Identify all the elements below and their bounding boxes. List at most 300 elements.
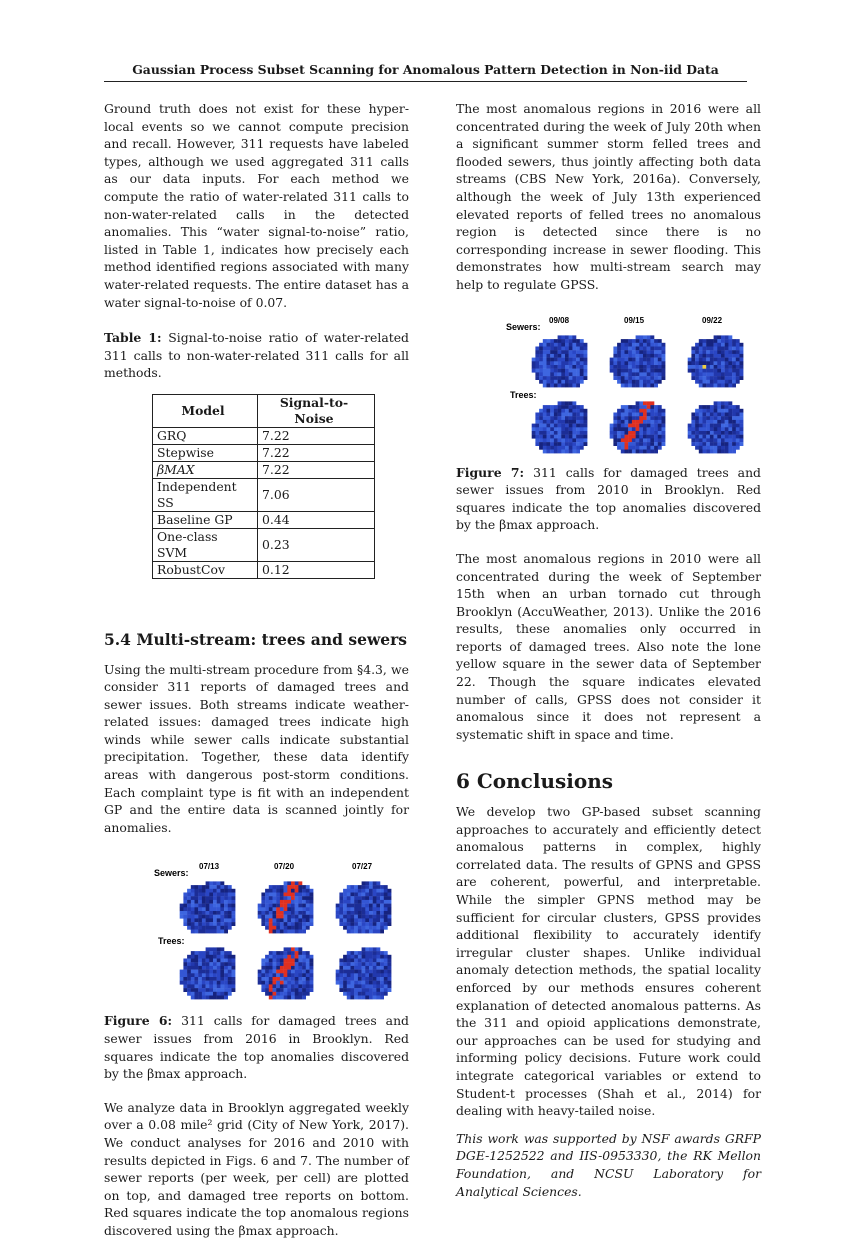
map-cell: [728, 342, 732, 346]
map-cell: [269, 996, 273, 1000]
map-cell: [380, 992, 384, 996]
map-cell: [384, 963, 388, 967]
map-cell: [572, 412, 576, 416]
map-cell: [365, 952, 369, 956]
map-cell: [339, 989, 343, 993]
map-cell: [291, 930, 295, 934]
map-cell: [725, 449, 729, 453]
map-cell: [365, 908, 369, 912]
map-cell: [535, 376, 539, 380]
map-cell: [539, 445, 543, 449]
map-cell: [195, 923, 199, 927]
map-cell: [269, 985, 273, 989]
map-cell: [632, 449, 636, 453]
map-cell: [650, 379, 654, 383]
map-cell: [647, 431, 651, 435]
map-cell: [265, 966, 269, 970]
map-cell: [650, 423, 654, 427]
map-cell: [580, 372, 584, 376]
map-cell: [565, 372, 569, 376]
map-cell: [643, 416, 647, 420]
map-cell: [706, 405, 710, 409]
map-cell: [625, 431, 629, 435]
map-cell: [284, 900, 288, 904]
map-cell: [550, 445, 554, 449]
map-cell: [369, 966, 373, 970]
map-cell: [339, 963, 343, 967]
map-cell: [351, 970, 355, 974]
map-cell: [280, 952, 284, 956]
map-cell: [369, 992, 373, 996]
map-cell: [339, 897, 343, 901]
map-cell: [195, 966, 199, 970]
map-cell: [206, 959, 210, 963]
map-cell: [710, 419, 714, 423]
map-cell: [632, 434, 636, 438]
map-cell: [373, 886, 377, 890]
map-cell: [728, 346, 732, 350]
map-cell: [565, 431, 569, 435]
map-cell: [643, 449, 647, 453]
map-cell: [714, 401, 718, 405]
map-cell: [569, 408, 573, 412]
map-cell: [695, 431, 699, 435]
map-cell: [572, 408, 576, 412]
map-cell: [740, 376, 744, 380]
map-cell: [643, 376, 647, 380]
map-cell: [554, 427, 558, 431]
map-cell: [725, 442, 729, 446]
map-cell: [198, 970, 202, 974]
map-cell: [284, 948, 288, 952]
map-cell: [261, 963, 265, 967]
map-cell: [273, 952, 277, 956]
map-cell: [621, 372, 625, 376]
map-cell: [388, 977, 392, 981]
map-cell: [358, 930, 362, 934]
map-cell: [310, 904, 314, 908]
map-cell: [306, 992, 310, 996]
left-column: [104, 100, 409, 1240]
map-cell: [213, 948, 217, 952]
map-cell: [535, 365, 539, 369]
map-cell: [202, 893, 206, 897]
map-cell: [699, 372, 703, 376]
map-cell: [617, 376, 621, 380]
map-cell: [291, 900, 295, 904]
map-cell: [654, 361, 658, 365]
map-cell: [198, 930, 202, 934]
map-cell: [632, 419, 636, 423]
map-cell: [362, 981, 366, 985]
map-cell: [228, 981, 232, 985]
map-cell: [265, 992, 269, 996]
map-cell: [273, 889, 277, 893]
map-cell: [373, 893, 377, 897]
map-cell: [369, 952, 373, 956]
map-cell: [736, 342, 740, 346]
map-cell: [295, 889, 299, 893]
map-cell: [287, 886, 291, 890]
map-cell: [621, 442, 625, 446]
map-cell: [232, 893, 236, 897]
map-cell: [306, 893, 310, 897]
map-cell: [569, 350, 573, 354]
map-cell: [228, 985, 232, 989]
map-cell: [358, 992, 362, 996]
map-cell: [369, 977, 373, 981]
map-cell: [369, 886, 373, 890]
map-cell: [554, 339, 558, 343]
map-cell: [643, 401, 647, 405]
map-cell: [365, 977, 369, 981]
map-cell: [710, 379, 714, 383]
map-cell: [347, 992, 351, 996]
map-cell: [543, 376, 547, 380]
map-cell: [636, 368, 640, 372]
map-cell: [706, 376, 710, 380]
map-cell: [362, 897, 366, 901]
map-cell: [198, 977, 202, 981]
map-cell: [710, 412, 714, 416]
map-cell: [554, 342, 558, 346]
map-cell: [639, 405, 643, 409]
map-cell: [276, 886, 280, 890]
map-cell: [580, 438, 584, 442]
map-cell: [284, 970, 288, 974]
map-cell: [213, 966, 217, 970]
map-cell: [202, 981, 206, 985]
map-cell: [354, 996, 358, 1000]
map-cell: [224, 930, 228, 934]
map-cell: [232, 915, 236, 919]
map-cell: [740, 442, 744, 446]
map-cell: [539, 427, 543, 431]
map-cell: [306, 974, 310, 978]
map-cell: [621, 423, 625, 427]
map-cell: [736, 412, 740, 416]
map-cell: [636, 427, 640, 431]
map-cell: [273, 926, 277, 930]
map-cell: [710, 368, 714, 372]
map-cell: [576, 379, 580, 383]
map-cell: [195, 974, 199, 978]
map-cell: [213, 926, 217, 930]
map-cell: [298, 919, 302, 923]
map-cell: [576, 361, 580, 365]
map-cell: [258, 977, 262, 981]
map-cell: [343, 904, 347, 908]
map-cell: [550, 412, 554, 416]
map-cell: [710, 342, 714, 346]
map-cell: [202, 889, 206, 893]
map-cell: [362, 977, 366, 981]
map-cell: [351, 893, 355, 897]
map-cell: [550, 365, 554, 369]
map-cell: [654, 445, 658, 449]
map-cell: [302, 955, 306, 959]
map-cell: [258, 915, 262, 919]
map-cell: [561, 405, 565, 409]
map-cell: [209, 970, 213, 974]
map-cell: [714, 376, 718, 380]
map-cell: [539, 442, 543, 446]
map-cell: [280, 974, 284, 978]
map-cell: [202, 989, 206, 993]
map-cell: [543, 379, 547, 383]
map-cell: [365, 919, 369, 923]
map-cell: [358, 996, 362, 1000]
map-cell: [224, 974, 228, 978]
map-cell: [717, 408, 721, 412]
map-cell: [232, 989, 236, 993]
map-cell: [650, 438, 654, 442]
map-cell: [380, 911, 384, 915]
map-cell: [384, 897, 388, 901]
map-cell: [532, 357, 536, 361]
map-cell: [728, 379, 732, 383]
map-cell: [291, 985, 295, 989]
map-cell: [269, 992, 273, 996]
map-cell: [209, 952, 213, 956]
map-cell: [717, 412, 721, 416]
map-cell: [380, 923, 384, 927]
map-cell: [224, 966, 228, 970]
map-cell: [202, 955, 206, 959]
map-cell: [191, 959, 195, 963]
map-cell: [362, 915, 366, 919]
map-cell: [728, 350, 732, 354]
map-cell: [388, 981, 392, 985]
map-cell: [295, 977, 299, 981]
map-cell: [306, 985, 310, 989]
map-cell: [561, 431, 565, 435]
map-cell: [547, 408, 551, 412]
map-cell: [580, 419, 584, 423]
map-cell: [310, 974, 314, 978]
map-cell: [265, 908, 269, 912]
map-cell: [699, 383, 703, 387]
map-cell: [224, 915, 228, 919]
map-cell: [617, 445, 621, 449]
map-cell: [650, 408, 654, 412]
map-cell: [265, 915, 269, 919]
map-cell: [703, 376, 707, 380]
map-cell: [625, 438, 629, 442]
map-cell: [565, 438, 569, 442]
map-cell: [717, 368, 721, 372]
map-cell: [580, 346, 584, 350]
map-cell: [565, 335, 569, 339]
map-cell: [376, 948, 380, 952]
map-cell: [206, 955, 210, 959]
map-cell: [291, 989, 295, 993]
map-cell: [187, 989, 191, 993]
map-cell: [217, 926, 221, 930]
map-cell: [284, 923, 288, 927]
map-cell: [617, 368, 621, 372]
map-cell: [265, 963, 269, 967]
map-cell: [728, 449, 732, 453]
map-cell: [261, 985, 265, 989]
map-cell: [728, 442, 732, 446]
map-cell: [351, 974, 355, 978]
map-cell: [535, 427, 539, 431]
map-cell: [584, 412, 588, 416]
map-cell: [740, 342, 744, 346]
map-cell: [550, 423, 554, 427]
map-cell: [358, 904, 362, 908]
map-cell: [228, 977, 232, 981]
map-cell: [291, 911, 295, 915]
map-cell: [621, 412, 625, 416]
map-cell: [647, 365, 651, 369]
map-cell: [269, 977, 273, 981]
map-cell: [569, 365, 573, 369]
map-cell: [617, 438, 621, 442]
table-row: Stepwise 7.22: [153, 444, 375, 461]
map-cell: [650, 431, 654, 435]
map-cell: [706, 368, 710, 372]
map-cell: [654, 427, 658, 431]
map-cell: [369, 989, 373, 993]
map-cell: [717, 445, 721, 449]
map-cell: [699, 350, 703, 354]
map-cell: [658, 357, 662, 361]
map-cell: [576, 357, 580, 361]
map-cell: [636, 408, 640, 412]
paragraph-2010-anomalies: The most anomalous regions in 2010 were all concentrated during the week of September 15th when an urban tornado cut through Brooklyn (AccuWeather, 2013). Unlike the 2016 results, these anomalies only occurred in reports of damaged trees. Also note the lone yellow square in the sewer data of September 22. Though the square indicates elevated number of calls, GPSS does not consider it anomalous since it does not represent a systematic shift in space and time.: [456, 550, 761, 742]
map-cell: [202, 977, 206, 981]
map-cell: [351, 926, 355, 930]
map-cell: [191, 893, 195, 897]
map-cell: [273, 970, 277, 974]
map-cell: [191, 992, 195, 996]
running-header: Gaussian Process Subset Scanning for Anomalous Pattern Detection in Non-iid Data: [104, 62, 747, 82]
map-cell: [725, 342, 729, 346]
map-cell: [376, 989, 380, 993]
map-cell: [654, 346, 658, 350]
map-cell: [695, 346, 699, 350]
map-cell: [354, 923, 358, 927]
map-cell: [576, 427, 580, 431]
map-cell: [580, 357, 584, 361]
map-cell: [187, 911, 191, 915]
map-cell: [362, 886, 366, 890]
map-cell: [561, 353, 565, 357]
map-cell: [639, 350, 643, 354]
map-cell: [276, 981, 280, 985]
map-cell: [643, 365, 647, 369]
map-cell: [280, 886, 284, 890]
map-cell: [706, 339, 710, 343]
map-cell: [224, 981, 228, 985]
map-cell: [558, 335, 562, 339]
map-cell: [584, 357, 588, 361]
map-cell: [261, 897, 265, 901]
date-label: 07/20: [274, 862, 295, 872]
map-cell: [198, 963, 202, 967]
map-cell: [721, 427, 725, 431]
map-cell: [610, 368, 614, 372]
map-cell: [632, 416, 636, 420]
map-cell: [706, 434, 710, 438]
map-cell: [287, 926, 291, 930]
map-cell: [654, 383, 658, 387]
map-cell: [714, 365, 718, 369]
map-cell: [291, 893, 295, 897]
map-cell: [232, 985, 236, 989]
map-cell: [728, 431, 732, 435]
map-cell: [717, 372, 721, 376]
map-cell: [725, 346, 729, 350]
map-cell: [695, 427, 699, 431]
map-cell: [220, 882, 224, 886]
map-cell: [636, 445, 640, 449]
map-cell: [625, 342, 629, 346]
map-cell: [703, 405, 707, 409]
map-cell: [358, 970, 362, 974]
map-cell: [287, 923, 291, 927]
map-cell: [291, 926, 295, 930]
map-cell: [354, 989, 358, 993]
map-cell: [543, 342, 547, 346]
map-cell: [572, 401, 576, 405]
map-cell: [306, 966, 310, 970]
map-cell: [287, 955, 291, 959]
map-cell: [310, 889, 314, 893]
date-label: 09/22: [702, 315, 723, 325]
map-cell: [209, 889, 213, 893]
map-cell: [183, 904, 187, 908]
map-cell: [217, 955, 221, 959]
map-cell: [572, 365, 576, 369]
map-cell: [558, 431, 562, 435]
paragraph-brooklyn-data: We analyze data in Brooklyn aggregated weekly over a 0.08 mile² grid (City of New York, 2017). We conduct analyses for 2016 and 2010 with results depicted in Figs. 6 and 7. The number of sewer reports (per week, per cell) are plotted on top, and damaged tree reports on bottom. Red squares indicate the top anomalous regions discovered using the βmax approach.: [104, 1099, 409, 1238]
map-cell: [710, 423, 714, 427]
row-label-sewers: Sewers:: [154, 868, 189, 879]
map-cell: [632, 361, 636, 365]
map-cell: [714, 335, 718, 339]
map-cell: [580, 342, 584, 346]
map-cell: [280, 963, 284, 967]
map-cell: [217, 893, 221, 897]
map-cell: [298, 970, 302, 974]
map-cell: [569, 434, 573, 438]
map-cell: [628, 434, 632, 438]
map-cell: [625, 346, 629, 350]
map-cell: [273, 992, 277, 996]
map-cell: [699, 431, 703, 435]
map-cell: [576, 342, 580, 346]
map-cell: [228, 919, 232, 923]
map-cell: [310, 985, 314, 989]
map-cell: [276, 996, 280, 1000]
map-cell: [287, 959, 291, 963]
map-cell: [347, 977, 351, 981]
map-cell: [621, 350, 625, 354]
map-cell: [269, 981, 273, 985]
map-cell: [721, 438, 725, 442]
map-cell: [261, 923, 265, 927]
map-cell: [280, 992, 284, 996]
map-cell: [273, 908, 277, 912]
map-cell: [258, 904, 262, 908]
map-cell: [280, 904, 284, 908]
map-cell: [732, 405, 736, 409]
map-cell: [621, 431, 625, 435]
map-cell: [572, 353, 576, 357]
